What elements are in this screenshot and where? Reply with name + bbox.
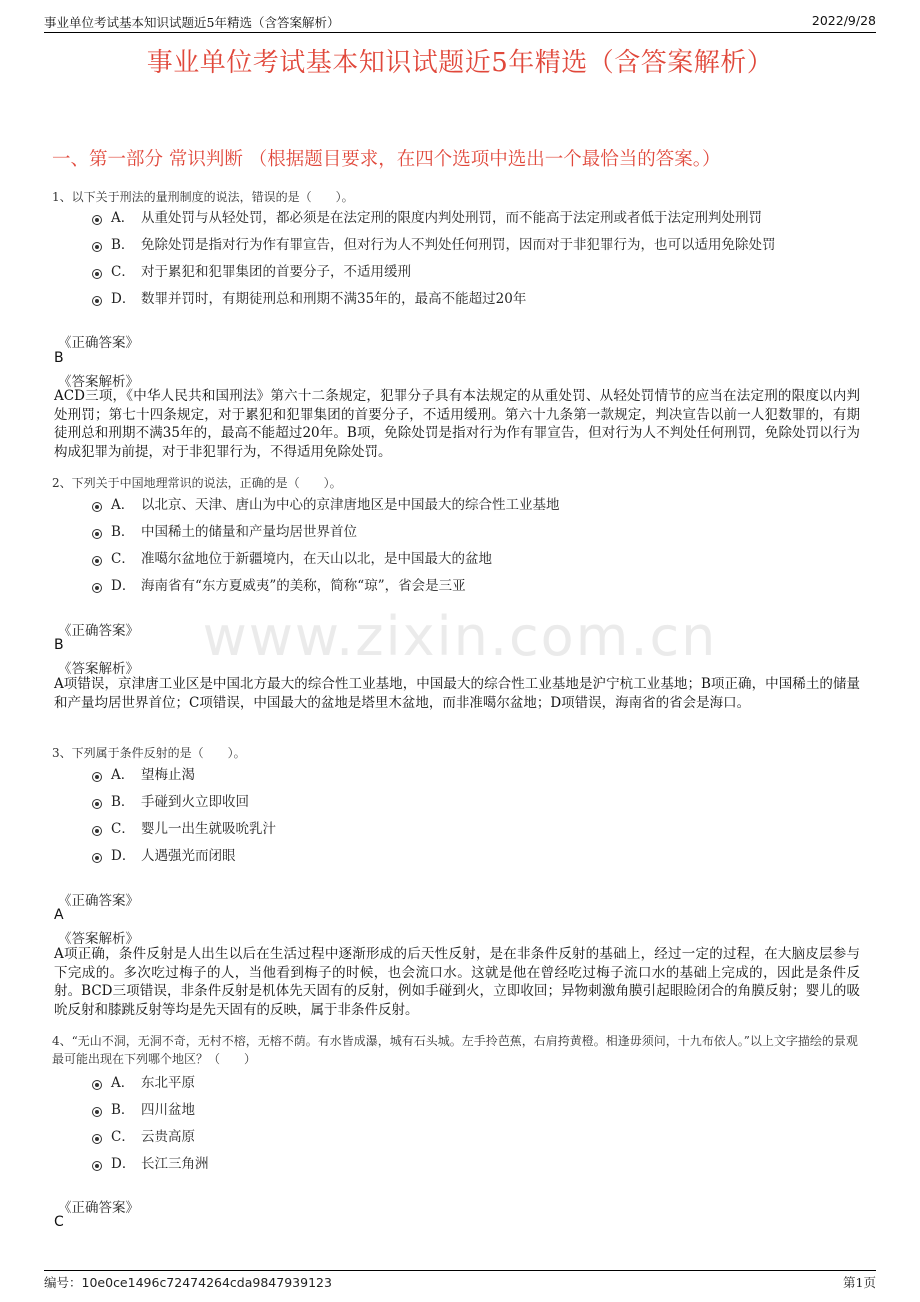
q3-option-b[interactable]: B． 手碰到火立即收回	[92, 792, 249, 812]
radio-icon[interactable]	[92, 296, 102, 306]
correct-answer-label: 《正确答案》	[58, 1200, 139, 1216]
question-4: 4、“无山不洞，无洞不奇，无村不榕，无榕不荫。有水皆成瀑，城有石头城。左手拎芭蕉，右肩挎黄橙。相逢毋须问，十九布依人。”以上文字描绘的景观最可能出现在下列哪个地区？（ ）	[52, 1034, 858, 1066]
q3-analysis: A项正确，条件反射是人出生以后在生活过程中逐渐形成的后天性反射，是在非条件反射的基础上，经过一定的过程，在大脑皮层参与下完成的。多次吃过梅子的人，当他看到梅子的时候，也会流口水。这就是他在曾经吃过梅子流口水的基础上完成的，因此是条件反射。BCD三项错误，非条件反射是机体先天固有的反射，例如手碰到火，立即收回；异物刺激角膜引起眼睑闭合的角膜反射；婴儿的吸吮反射和膝跳反射等均是先天固有的反映，属于非条件反射。	[54, 946, 860, 1018]
q4-option-d[interactable]: D． 长江三角洲	[92, 1154, 209, 1174]
q3-option-d[interactable]: D． 人遇强光而闭眼	[92, 846, 236, 866]
q2-option-c[interactable]: C． 准噶尔盆地位于新疆境内，在天山以北，是中国最大的盆地	[92, 549, 492, 569]
analysis-label: 《答案解析》	[58, 374, 139, 390]
radio-icon[interactable]	[92, 1161, 102, 1171]
radio-icon[interactable]	[92, 772, 102, 782]
radio-icon[interactable]	[92, 529, 102, 539]
radio-icon[interactable]	[92, 583, 102, 593]
q4-option-a[interactable]: A． 东北平原	[92, 1073, 195, 1093]
q1-option-c[interactable]: C． 对于累犯和犯罪集团的首要分子，不适用缓刑	[92, 262, 411, 282]
q2-option-d[interactable]: D． 海南省有“东方夏威夷”的美称，简称“琼”，省会是三亚	[92, 576, 466, 596]
page-header	[44, 12, 876, 33]
correct-answer-label: 《正确答案》	[58, 893, 139, 909]
q3-option-c[interactable]: C． 婴儿一出生就吸吮乳汁	[92, 819, 276, 839]
q2-option-a[interactable]: A． 以北京、天津、唐山为中心的京津唐地区是中国最大的综合性工业基地	[92, 495, 560, 515]
footer-id: 编号：10e0ce1496c72474264cda9847939123	[44, 1275, 332, 1290]
q1-option-a[interactable]: A． 从重处罚与从轻处罚，都必须是在法定刑的限度内判处刑罚，而不能高于法定刑或者低于法定刑判处刑罚	[92, 208, 762, 228]
radio-icon[interactable]	[92, 502, 102, 512]
header-date: 2022/9/28	[811, 13, 876, 28]
radio-icon[interactable]	[92, 1080, 102, 1090]
q2-analysis: A项错误，京津唐工业区是中国北方最大的综合性工业基地，中国最大的综合性工业基地是沪宁杭工业基地；B项正确，中国稀土的储量和产量均居世界首位；C项错误，中国最大的盆地是塔里木盆地，而非准噶尔盆地；D项错误，海南省的省会是海口。	[54, 676, 860, 711]
q4-answer: C	[54, 1214, 64, 1230]
q3-option-a[interactable]: A． 望梅止渴	[92, 765, 195, 785]
question-2: 2、下列关于中国地理常识的说法，正确的是（ ）。	[52, 476, 342, 490]
radio-icon[interactable]	[92, 853, 102, 863]
q3-answer: A	[54, 907, 64, 923]
q1-answer: B	[54, 350, 64, 366]
question-3: 3、下列属于条件反射的是（ ）。	[52, 746, 246, 760]
section-heading: 一、第一部分 常识判断 （根据题目要求，在四个选项中选出一个最恰当的答案。）	[52, 149, 721, 170]
radio-icon[interactable]	[92, 826, 102, 836]
radio-icon[interactable]	[92, 1134, 102, 1144]
correct-answer-label: 《正确答案》	[58, 623, 139, 639]
page-number: 第1页	[843, 1275, 876, 1290]
correct-answer-label: 《正确答案》	[58, 335, 139, 351]
radio-icon[interactable]	[92, 556, 102, 566]
q1-option-d[interactable]: D． 数罪并罚时，有期徒刑总和刑期不满35年的，最高不能超过20年	[92, 289, 526, 309]
radio-icon[interactable]	[92, 242, 102, 252]
header-doc-title: 事业单位考试基本知识试题近5年精选（含答案解析）	[44, 15, 340, 30]
q2-answer: B	[54, 637, 64, 653]
page-footer	[44, 1270, 876, 1291]
q4-option-b[interactable]: B． 四川盆地	[92, 1100, 195, 1120]
watermark: www.zixin.com.cn	[202, 605, 718, 668]
radio-icon[interactable]	[92, 269, 102, 279]
q4-option-c[interactable]: C． 云贵高原	[92, 1127, 195, 1147]
analysis-label: 《答案解析》	[58, 661, 139, 677]
page-title: 事业单位考试基本知识试题近5年精选（含答案解析）	[146, 48, 774, 78]
question-1: 1、以下关于刑法的量刑制度的说法，错误的是（ ）。	[52, 190, 354, 204]
analysis-label: 《答案解析》	[58, 931, 139, 947]
radio-icon[interactable]	[92, 215, 102, 225]
radio-icon[interactable]	[92, 1107, 102, 1117]
q1-analysis: ACD三项，《中华人民共和国刑法》第六十二条规定，犯罪分子具有本法规定的从重处罚、从轻处罚情节的应当在法定刑的限度以内判处刑罚；第七十四条规定，对于累犯和犯罪集团的首要分子，不适用缓刑。第六十九条第一款规定，判决宣告以前一人犯数罪的，有期徒刑总和刑期不满35年的，最高不能超过20年。B项，免除处罚是指对行为作有罪宣告，但对行为人不判处任何刑罚，免除处罚以行为构成犯罪为前提，对于非犯罪行为，不得适用免除处罚。	[54, 388, 860, 460]
q1-option-b[interactable]: B． 免除处罚是指对行为作有罪宣告，但对行为人不判处任何刑罚，因而对于非犯罪行为，也可以适用免除处罚	[92, 235, 776, 255]
q2-option-b[interactable]: B． 中国稀土的储量和产量均居世界首位	[92, 522, 357, 542]
radio-icon[interactable]	[92, 799, 102, 809]
